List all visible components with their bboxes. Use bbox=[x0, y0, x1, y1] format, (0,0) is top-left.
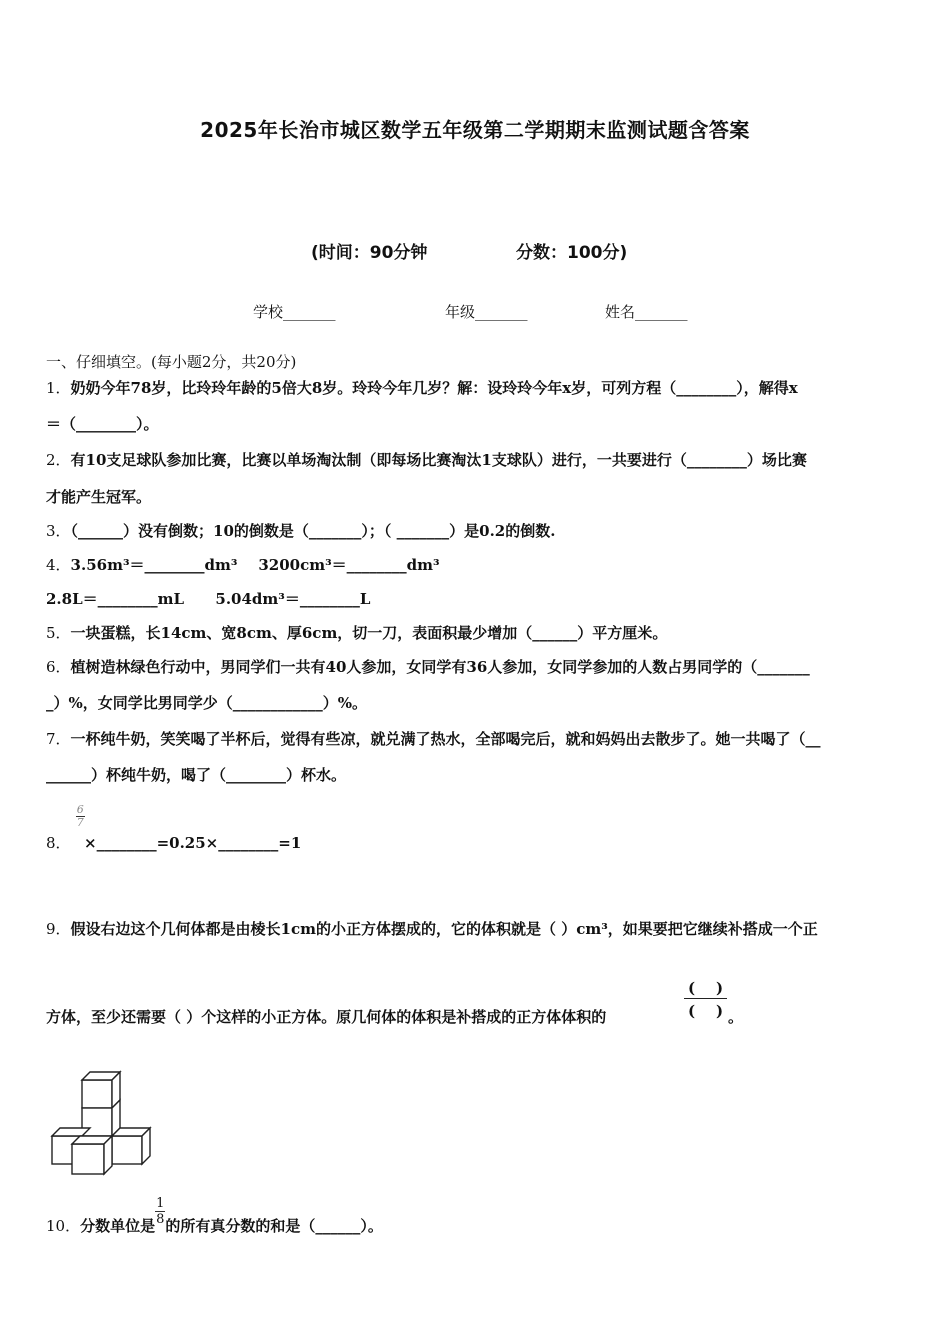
question-text: 方体，至少还需要（ ）个这样的小正方体。原几何体的体积是补搭成的正方体体积的 bbox=[46, 1008, 607, 1026]
question-number: 10． bbox=[46, 1216, 81, 1235]
question-7-line-1 bbox=[46, 728, 821, 749]
question-number: 7． bbox=[46, 730, 71, 748]
question-2-line-2: 才能产生冠军。 bbox=[46, 488, 152, 506]
exam-time: (时间：90分钟 bbox=[311, 243, 428, 263]
page-title: 2025年长治市城区数学五年级第二学期期末监测试题含答案 bbox=[200, 118, 750, 142]
question-7-line-2: ______）杯纯牛奶，喝了（________）杯水。 bbox=[46, 766, 347, 784]
question-1-line-2: ＝（________）。 bbox=[46, 415, 159, 433]
exam-score: 分数：100分) bbox=[516, 243, 628, 263]
name-field: 姓名_______ bbox=[605, 303, 688, 321]
fraction-blank: ( ) ( ) bbox=[684, 978, 727, 1021]
question-number: 2． bbox=[46, 451, 71, 469]
question-4-line-1 bbox=[46, 554, 440, 575]
question-10 bbox=[46, 1196, 383, 1235]
cube bbox=[72, 1144, 104, 1174]
question-text: 3.56m³＝________dm³ 3200cm³＝________dm³ bbox=[70, 556, 440, 574]
cube-figure bbox=[48, 1068, 154, 1178]
question-6-line-1 bbox=[46, 656, 810, 677]
question-number: 6． bbox=[46, 658, 71, 676]
question-number: 4． bbox=[46, 556, 71, 574]
question-1-line-1 bbox=[46, 377, 798, 398]
fraction-one-eighth: $\frac{1}{8}$ bbox=[156, 1196, 165, 1227]
question-2-line-1 bbox=[46, 449, 807, 470]
question-text: 一杯纯牛奶，笑笑喝了半杯后，觉得有些凉，就兑满了热水，全部喝完后，就和妈妈出去散步了。她一共喝了（__ bbox=[70, 730, 821, 748]
question-5 bbox=[46, 622, 667, 643]
cube bbox=[112, 1136, 142, 1164]
question-text: 有10支足球队参加比赛，比赛以单场淘汰制（即每场比赛淘汰1支球队）进行，一共要进行（________）场比赛 bbox=[70, 451, 807, 469]
question-text: 假设右边这个几何体都是由棱长1cm的小正方体摆成的，它的体积就是（ ）cm³，如果要把它继续补搭成一个正 bbox=[70, 920, 818, 938]
question-text: 植树造林绿色行动中，男同学们一共有40人参加，女同学有36人参加，女同学参加的人数占男同学的（_______ bbox=[70, 658, 810, 676]
question-text: （______）没有倒数；10的倒数是（_______）；（ _______）是0.2的倒数. bbox=[70, 522, 556, 540]
school-field: 学校_______ bbox=[253, 303, 336, 321]
question-6-line-2: _）%，女同学比男同学少（____________）%。 bbox=[46, 694, 368, 712]
question-number: 3． bbox=[46, 522, 71, 540]
question-text: 分数单位是 bbox=[80, 1216, 156, 1235]
question-3 bbox=[46, 520, 555, 541]
question-number: 1． bbox=[46, 379, 71, 397]
cube bbox=[82, 1080, 112, 1108]
question-9-line-2 bbox=[46, 1006, 606, 1027]
question-number: 9． bbox=[46, 920, 71, 938]
fraction-six-sevenths: $\frac{6}{7}$ bbox=[76, 803, 84, 829]
question-8 bbox=[46, 803, 307, 852]
section-heading: 一、仔细填空。(每小题2分，共20分) bbox=[46, 353, 297, 371]
question-text: 一块蛋糕，长14cm、宽8cm、厚6cm，切一刀，表面积最少增加（______）平方厘米。 bbox=[70, 624, 668, 642]
question-text: ×________=0.25×________=1 bbox=[84, 833, 302, 852]
question-text: 的所有真分数的和是（______）。 bbox=[165, 1216, 383, 1235]
question-9-end: 。 bbox=[728, 1008, 744, 1026]
question-text: 奶奶今年78岁，比玲玲年龄的5倍大8岁。玲玲今年几岁？解：设玲玲今年x岁，可列方程（________），解得x bbox=[70, 379, 798, 397]
question-number: 5． bbox=[46, 624, 71, 642]
grade-field: 年级_______ bbox=[445, 303, 528, 321]
question-number: 8． bbox=[46, 833, 71, 852]
question-9-line-1 bbox=[46, 918, 818, 939]
question-4-line-2: 2.8L＝________mL 5.04dm³＝________L bbox=[46, 590, 371, 608]
